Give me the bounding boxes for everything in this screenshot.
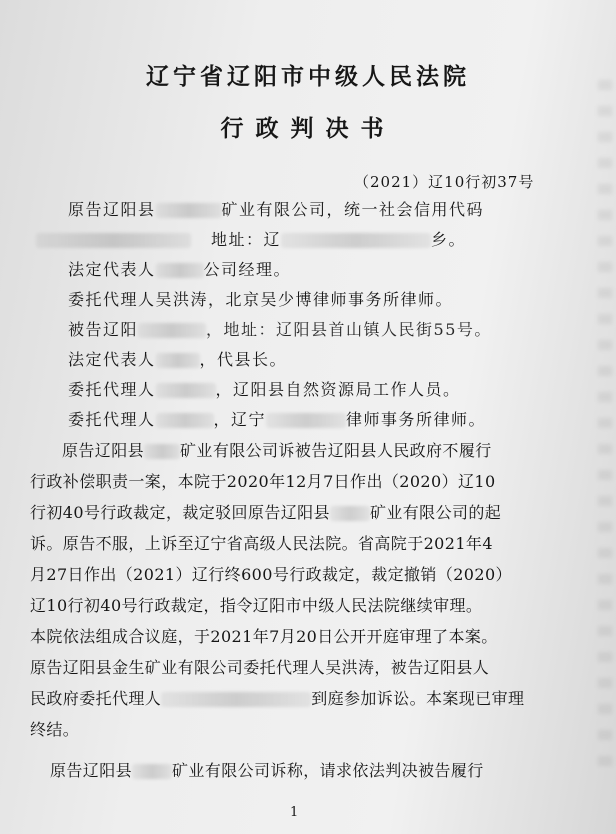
redaction-block	[138, 323, 206, 338]
body-line-9	[30, 686, 524, 709]
plaintiff-agent-line: 委托代理人吴洪涛，北京吴少博律师事务所律师。	[68, 290, 454, 309]
body-line-1	[62, 438, 492, 461]
body-line-3	[30, 500, 501, 523]
redaction-block	[161, 692, 311, 707]
body-line-10: 终结。	[30, 720, 80, 739]
body-line-4: 诉。原告不服，上诉至辽宁省高级人民法院。省高院于2021年4	[30, 534, 493, 553]
legal-rep-prefix: 法定代表人	[68, 260, 156, 279]
def-legal-rep-suffix: ，代县长。	[199, 350, 288, 369]
body-line-2: 行政补偿职责一案，本院于2020年12月7日作出（2020）辽10	[30, 472, 496, 491]
def-agent1-prefix: 委托代理人	[68, 380, 156, 399]
body-text: 行初40号行政裁定，裁定驳回原告辽阳县	[30, 503, 330, 522]
page-number: 1	[290, 805, 299, 820]
bleed-through-shadow	[598, 80, 612, 780]
def-agent1-suffix: ，辽阳县自然资源局工作人员。	[215, 380, 461, 399]
body-text: 矿业有限公司的起	[369, 503, 502, 522]
body-line-7: 本院依法组成合议庭，于2021年7月20日公开开庭审理了本案。	[30, 627, 498, 646]
plaintiff-line	[68, 197, 484, 220]
body-text: 民政府委托代理人	[30, 689, 162, 708]
body-line-5: 月27日作出（2021）辽行终600号行政裁定，裁定撤销（2020）	[30, 565, 512, 584]
redaction-block	[266, 413, 346, 428]
def-agent2-suffix: 律师事务所律师。	[346, 410, 487, 429]
legal-rep-suffix: 公司经理。	[203, 260, 292, 279]
defendant-prefix: 被告辽阳	[68, 320, 139, 339]
plaintiff-suffix: 矿业有限公司，统一社会信用代码	[221, 200, 485, 219]
plaintiff-prefix: 原告辽阳县	[68, 200, 156, 219]
address-label: 地址：辽	[211, 230, 282, 249]
body-text: 原告辽阳县	[62, 441, 145, 460]
redaction-block	[330, 506, 370, 521]
address-line	[36, 227, 466, 250]
defendant-agent2-line	[68, 407, 486, 430]
body-line-6: 辽10行初40号行政裁定，指令辽阳市中级人民法院继续审理。	[30, 596, 483, 615]
defendant-agent1-line	[68, 377, 461, 400]
redaction-block	[156, 263, 204, 278]
body-text: 矿业有限公司诉被告辽阳县人民政府不履行	[180, 441, 492, 460]
redaction-block	[156, 203, 222, 218]
defendant-line	[68, 317, 492, 340]
redaction-block	[156, 353, 200, 368]
body-line-11	[50, 758, 484, 781]
defendant-address: ，地址：辽阳县首山镇人民街55号。	[206, 320, 492, 339]
def-legal-rep-prefix: 法定代表人	[68, 350, 156, 369]
body-text: 到庭参加诉讼。本案现已审理	[311, 689, 525, 708]
def-agent2-mid: ，辽宁	[213, 410, 267, 429]
address-end: 乡。	[431, 230, 467, 249]
redaction-block	[144, 444, 180, 459]
body-line-8: 原告辽阳县金生矿业有限公司委托代理人吴洪涛，被告辽阳县人	[30, 658, 490, 677]
redaction-block	[132, 764, 172, 779]
redaction-block	[36, 233, 191, 248]
def-agent2-prefix: 委托代理人	[68, 410, 156, 429]
body-text: 矿业有限公司诉称，请求依法判决被告履行	[172, 761, 484, 780]
legal-rep-line	[68, 257, 291, 280]
court-name: 辽宁省辽阳市中级人民法院	[146, 64, 470, 90]
body-text: 原告辽阳县	[50, 761, 133, 780]
case-number: （2021）辽10行初37号	[354, 173, 535, 191]
redaction-block	[156, 413, 214, 428]
document-type-title: 行政判决书	[220, 116, 396, 142]
redaction-block	[156, 383, 216, 398]
redaction-block	[281, 233, 431, 248]
defendant-legal-rep-line	[68, 347, 287, 370]
